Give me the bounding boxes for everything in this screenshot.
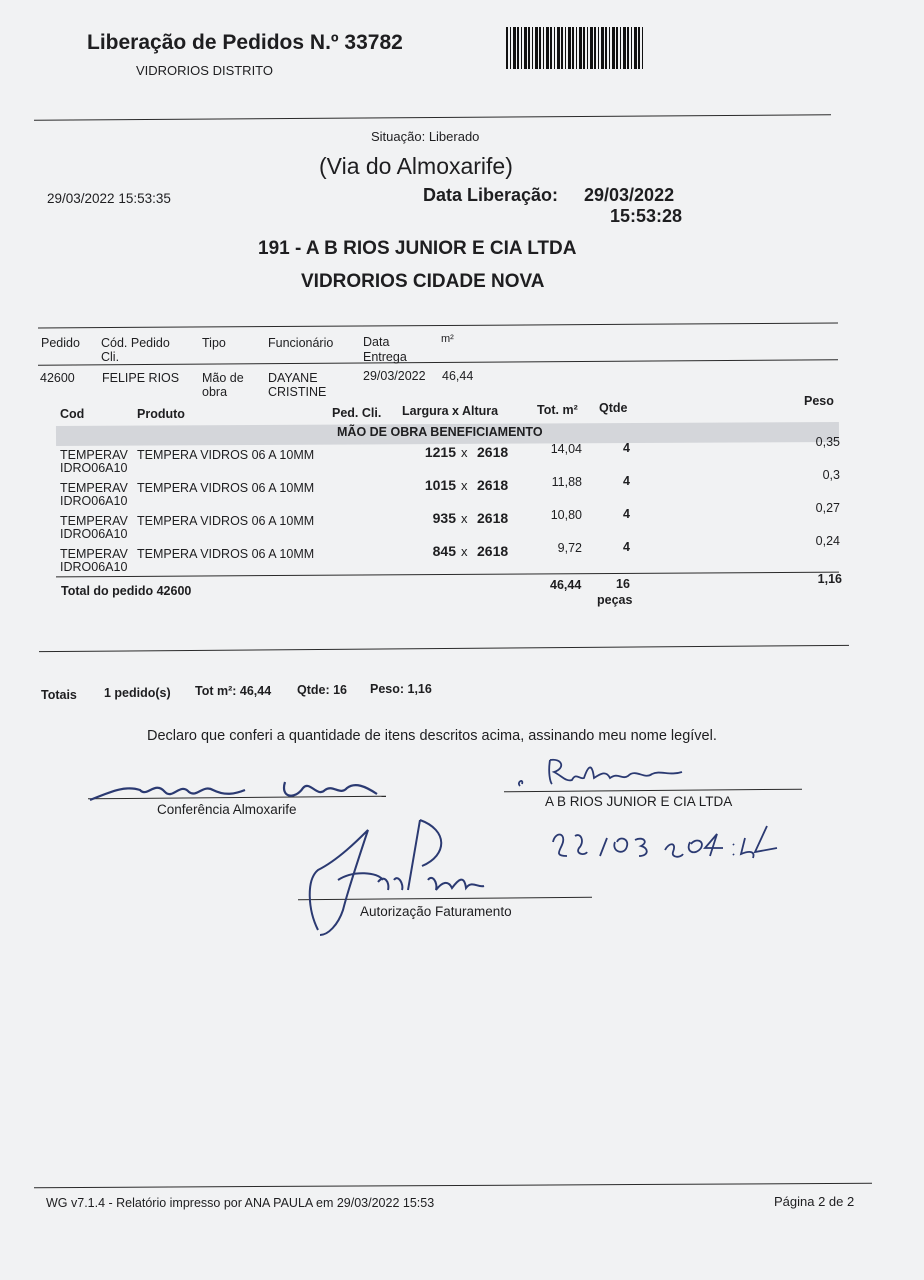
item-cod: TEMPERAV [60, 547, 128, 561]
col-data: Data [363, 335, 390, 349]
section-label: MÃO DE OBRA BENEFICIAMENTO [337, 425, 543, 439]
order-total-qtde: 16 [616, 577, 630, 591]
order-tipo: Mão de [202, 371, 244, 385]
ana-paula-signature [298, 810, 538, 940]
item-peso: 0,27 [815, 501, 840, 515]
totals-pedidos: 1 pedido(s) [104, 686, 171, 700]
col-cod-pedido: Cód. Pedido [101, 336, 170, 350]
totals-tot-m2: Tot m²: 46,44 [195, 684, 272, 698]
item-tot-m2: 10,80 [550, 508, 582, 522]
data-liberacao-time: 15:53:28 [610, 206, 683, 226]
order-cod-cli: FELIPE RIOS [102, 371, 180, 385]
data-liberacao-date: 29/03/2022 [584, 185, 675, 205]
order-total-peso: 1,16 [817, 572, 842, 586]
item-qtde: 4 [623, 540, 630, 554]
item-tot-m2: 9,72 [557, 541, 582, 555]
col-entrega: Entrega [363, 350, 407, 364]
item-tot-m2: 11,88 [551, 475, 582, 489]
item-peso: 0,24 [815, 534, 840, 548]
print-datetime: 29/03/2022 15:53:35 [47, 191, 171, 206]
item-altura: 2618 [477, 444, 509, 460]
order-m2: 46,44 [442, 369, 474, 383]
item-cod: TEMPERAV [60, 448, 128, 462]
order-tipo-2: obra [202, 385, 228, 399]
item-cod-2: IDRO06A10 [60, 494, 128, 508]
totals-qtde: Qtde: 16 [297, 683, 348, 697]
item-x: x [461, 478, 468, 493]
item-x: x [461, 544, 468, 559]
col-pedido: Pedido [41, 336, 80, 350]
col-produto: Produto [137, 407, 185, 421]
handwritten-date [545, 812, 795, 872]
divider [34, 114, 831, 121]
col-cod: Cod [60, 407, 85, 421]
order-data-entrega: 29/03/2022 [363, 369, 426, 383]
item-altura: 2618 [477, 477, 509, 493]
col-largura-altura: Largura x Altura [402, 404, 499, 418]
store-line: VIDRORIOS CIDADE NOVA [301, 271, 545, 292]
item-tot-m2: 14,04 [550, 442, 582, 456]
situacao: Situação: Liberado [371, 129, 480, 144]
divider [56, 572, 839, 578]
item-produto: TEMPERA VIDROS 06 A 10MM [137, 514, 315, 528]
order-pedido: 42600 [40, 371, 75, 385]
item-qtde: 4 [623, 507, 630, 521]
item-x: x [461, 445, 468, 460]
item-cod: TEMPERAV [60, 514, 128, 528]
declaration: Declaro que conferi a quantidade de itens descritos acima, assinando meu nome legível. [147, 728, 717, 744]
col-cli: Cli. [101, 350, 120, 364]
col-peso: Peso [804, 394, 834, 408]
company-name: VIDRORIOS DISTRITO [136, 63, 273, 78]
item-cod-2: IDRO06A10 [60, 527, 128, 541]
item-x: x [461, 511, 468, 526]
page-title: Liberação de Pedidos N.º 33782 [87, 31, 403, 54]
item-largura: 845 [432, 543, 456, 559]
item-largura: 1015 [424, 477, 456, 493]
col-m2: m² [441, 333, 454, 345]
divider [34, 1183, 872, 1188]
order-total-m2: 46,44 [550, 578, 582, 592]
autorizacao-label: Autorização Faturamento [360, 904, 512, 919]
order-funcionario: DAYANE [268, 371, 318, 385]
col-funcionario: Funcionário [268, 336, 334, 350]
totals-peso: Peso: 1,16 [370, 682, 432, 696]
divider [38, 323, 838, 329]
col-ped-cli: Ped. Cli. [332, 406, 382, 420]
data-liberacao-label: Data Liberação: [423, 185, 559, 205]
item-produto: TEMPERA VIDROS 06 A 10MM [137, 448, 315, 462]
via-label: (Via do Almoxarife) [319, 153, 513, 179]
item-peso: 0,3 [822, 468, 840, 482]
col-tipo: Tipo [202, 336, 226, 350]
order-funcionario-2: CRISTINE [268, 385, 327, 399]
item-qtde: 4 [623, 441, 630, 455]
item-cod-2: IDRO06A10 [60, 560, 128, 574]
item-peso: 0,35 [815, 435, 840, 449]
item-cod-2: IDRO06A10 [60, 461, 128, 475]
order-total-label: Total do pedido 42600 [61, 584, 192, 598]
item-altura: 2618 [477, 510, 509, 526]
client-line: 191 - A B RIOS JUNIOR E CIA LTDA [258, 238, 577, 259]
client-signature [510, 752, 710, 792]
item-altura: 2618 [477, 543, 509, 559]
item-produto: TEMPERA VIDROS 06 A 10MM [137, 481, 315, 495]
item-largura: 1215 [424, 444, 456, 460]
col-tot-m2: Tot. m² [537, 403, 578, 417]
footer-printed-by: WG v7.1.4 - Relatório impresso por ANA PAULA em 29/03/2022 15:53 [46, 1196, 435, 1210]
item-largura: 935 [432, 510, 456, 526]
footer-page: Página 2 de 2 [774, 1194, 855, 1209]
marcio-signature [85, 770, 385, 810]
item-produto: TEMPERA VIDROS 06 A 10MM [137, 547, 315, 561]
conferencia-label: Conferência Almoxarife [157, 802, 297, 817]
col-qtde: Qtde [599, 401, 628, 415]
order-total-unit: peças [597, 593, 633, 607]
client-signature-label: A B RIOS JUNIOR E CIA LTDA [545, 794, 733, 809]
item-cod: TEMPERAV [60, 481, 128, 495]
divider [39, 645, 849, 652]
divider [38, 359, 838, 366]
totals-label: Totais [41, 688, 77, 702]
item-qtde: 4 [623, 474, 630, 488]
barcode [506, 27, 644, 69]
